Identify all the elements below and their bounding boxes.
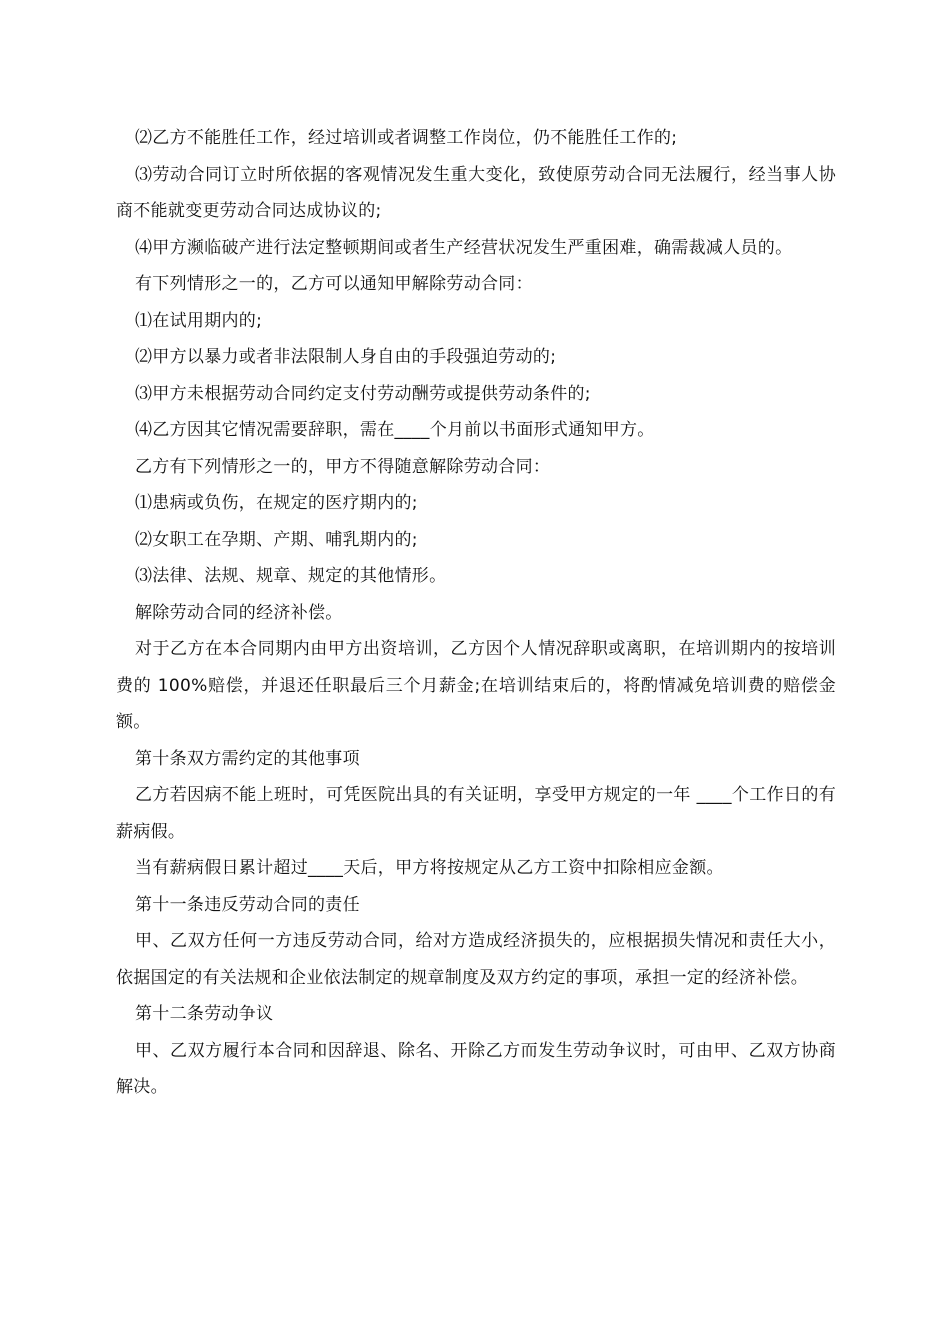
employee-clause-3: ⑶甲方未根据劳动合同约定支付劳动酬劳或提供劳动条件的;	[135, 383, 591, 404]
employee-clause-1: ⑴在试用期内的;	[135, 310, 263, 331]
article-12-heading: 第十二条劳动争议	[135, 1004, 274, 1024]
protected-cases-heading: 乙方有下列情形之一的，甲方不得随意解除劳动合同：	[135, 456, 551, 477]
protected-clause-1: ⑴患病或负伤，在规定的医疗期内的;	[135, 493, 418, 513]
clause-2-unfit-for-work: ⑵乙方不能胜任工作，经过培训或者调整工作岗位，仍不能胜任工作的;	[135, 128, 678, 148]
sick-leave-paragraph: 乙方若因病不能上班时，可凭医院出具的有关证明，享受甲方规定的一年 ____个工作日的有薪病假。	[116, 785, 836, 842]
protected-clause-2: ⑵女职工在孕期、产期、哺乳期内的;	[135, 529, 418, 550]
clause-4-bankruptcy: ⑷甲方濒临破产进行法定整顿期间或者生产经营状况发生严重困难，确需裁减人员的。	[135, 237, 793, 258]
employee-termination-heading: 有下列情形之一的，乙方可以通知甲解除劳动合同：	[135, 274, 533, 294]
dispute-resolution-paragraph: 甲、乙双方履行本合同和因辞退、除名、开除乙方而发生劳动争议时，可由甲、乙双方协商解决。	[116, 1040, 836, 1097]
breach-liability-paragraph: 甲、乙双方任何一方违反劳动合同，给对方造成经济损失的，应根据损失情况和责任大小，依据国定的有关法规和企业依法制定的规章制度及双方约定的事项，承担一定的经济补偿。	[116, 931, 836, 988]
clause-3-objective-change: ⑶劳动合同订立时所依据的客观情况发生重大变化，致使原劳动合同无法履行，经当事人协商不能就变更劳动合同达成协议的;	[116, 164, 836, 221]
article-10-heading: 第十条双方需约定的其他事项	[135, 748, 360, 769]
sick-leave-deduction-paragraph: 当有薪病假日累计超过____天后，甲方将按规定从乙方工资中扣除相应金额。	[135, 858, 724, 878]
training-compensation-paragraph: 对于乙方在本合同期内由甲方出资培训，乙方因个人情况辞职或离职，在培训期内的按培训费的 100%赔偿，并退还任职最后三个月薪金;在培训结束后的，将酌情减免培训费的赔偿金额。	[116, 639, 836, 732]
employee-clause-2: ⑵甲方以暴力或者非法限制人身自由的手段强迫劳动的;	[135, 347, 557, 367]
employee-clause-4: ⑷乙方因其它情况需要辞职，需在____个月前以书面形式通知甲方。	[135, 420, 655, 440]
document-body	[116, 120, 836, 1106]
protected-clause-3: ⑶法律、法规、规章、规定的其他情形。	[135, 566, 447, 586]
compensation-heading: 解除劳动合同的经济补偿。	[135, 602, 343, 623]
article-11-heading: 第十一条违反劳动合同的责任	[135, 894, 360, 915]
